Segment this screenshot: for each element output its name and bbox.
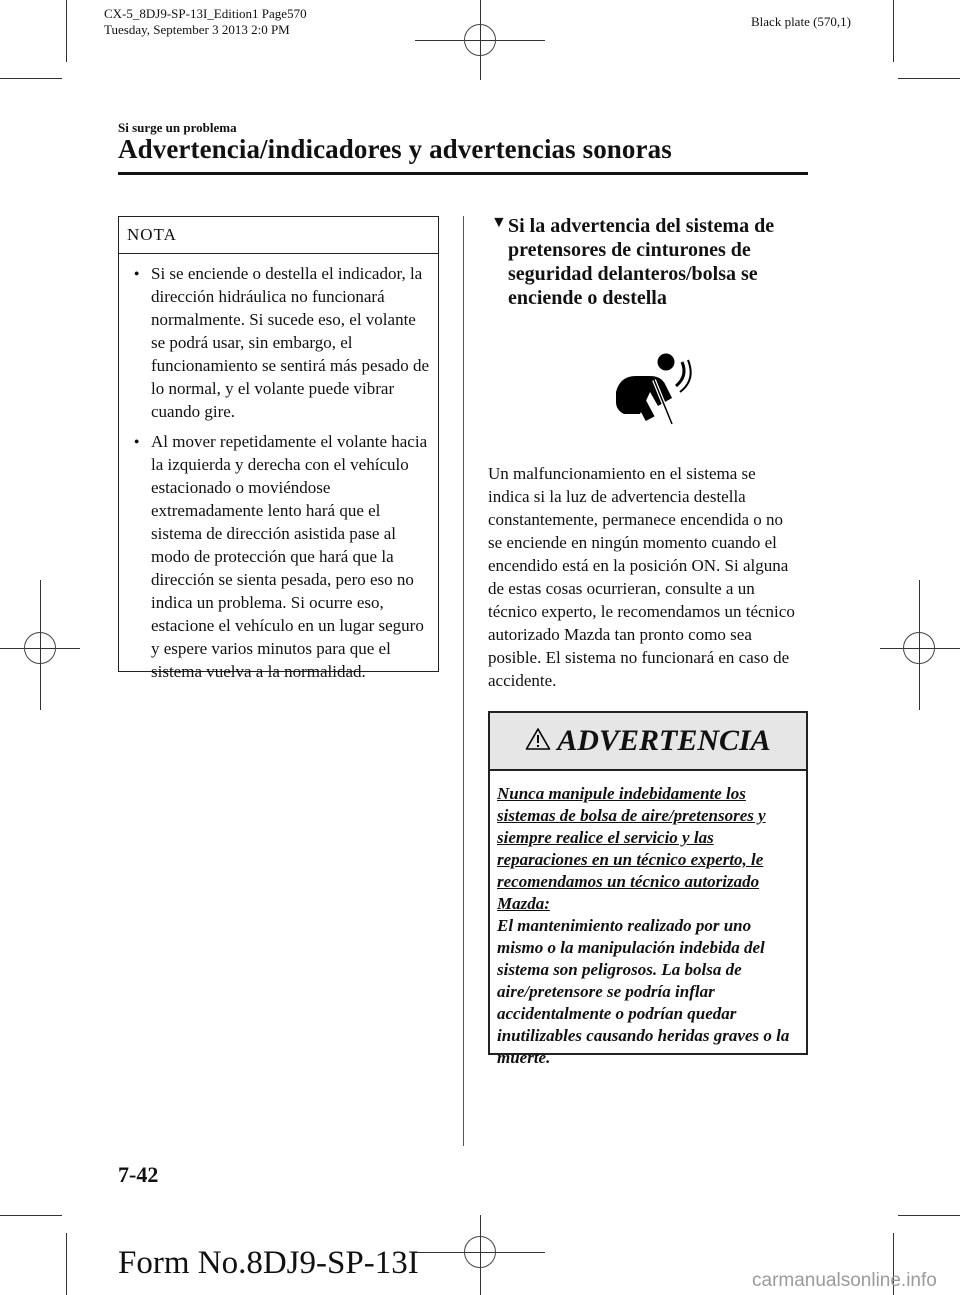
warning-text: El mantenimiento realizado por uno mismo o la manipulación indebida del sistema son peligrosos. La bolsa de aire/pretensore se podría inflar accidentalmente o podrían quedar inutilizables causando heridas graves o la muerte. [497, 916, 790, 1067]
column-divider [463, 216, 464, 1146]
subsection-heading: Si la advertencia del sistema de pretensores de cinturones de seguridad delanteros/bolsa se enciende o destella [508, 215, 775, 309]
subsection-heading-block [491, 214, 798, 310]
section-label: Si surge un problema [118, 120, 237, 135]
warning-body [490, 771, 806, 1069]
warning-underlined-text: Nunca manipule indebidamente los sistemas de bolsa de aire/pretensores y siempre realice el servicio y las reparaciones en un técnico experto, le recomendamos un técnico autorizado Mazda: [497, 784, 766, 913]
file-date: Tuesday, September 3 2013 2:0 PM [104, 22, 290, 37]
nota-heading: NOTA [119, 217, 438, 254]
nota-item: ● Si se enciende o destella el indicador, la dirección hidráulica no funcionará normalmente. Si sucede eso, el volante se podrá usar, sin embargo, el funcionamiento se sentirá más pesado de lo normal, y el volante puede vibrar cuando gire. [151, 262, 430, 423]
watermark-link[interactable]: carmanualsonline.info [752, 1270, 937, 1291]
subsection-marker: ▼ [491, 214, 507, 231]
subsection-body: Un malfuncionamiento en el sistema se indica si la luz de advertencia destella constantemente, permanece encendida o no se enciende en ningún momento cuando el encendido está en la posición ON. Si alguna de estas cosas ocurrieran, consulte a un técnico experto, le recomendamos un técnico autorizado Mazda tan pronto como sea posible. El sistema no funcionará en caso de accidente. [488, 464, 795, 690]
nota-item: ● Al mover repetidamente el volante hacia la izquierda y derecha con el vehículo estacionado o moviéndose extremadamente lento hará que el sistema de dirección asistida pase al modo de protección que hará que la dirección se sienta pesada, pero eso no indica un problema. Si ocurre eso, estacione el vehículo en un lugar seguro y espere varios minutos para que el sistema vuelva a la normalidad. [151, 430, 430, 683]
warning-triangle-icon [525, 727, 551, 756]
warning-box [488, 711, 808, 1067]
nota-list [119, 254, 438, 683]
file-name: CX-5_8DJ9-SP-13I_Edition1 Page570 [104, 6, 307, 21]
page-title: Advertencia/indicadores y advertencias sonoras [118, 134, 672, 164]
form-number: Form No.8DJ9-SP-13I [118, 1245, 419, 1281]
warning-title: ADVERTENCIA [557, 724, 771, 757]
page-number: 7-42 [118, 1162, 159, 1187]
plate-label: Black plate (570,1) [751, 14, 851, 29]
warning-header [490, 713, 806, 771]
file-info [104, 6, 307, 38]
airbag-warning-icon [610, 352, 694, 426]
nota-box [118, 216, 439, 681]
title-rule [118, 172, 808, 175]
